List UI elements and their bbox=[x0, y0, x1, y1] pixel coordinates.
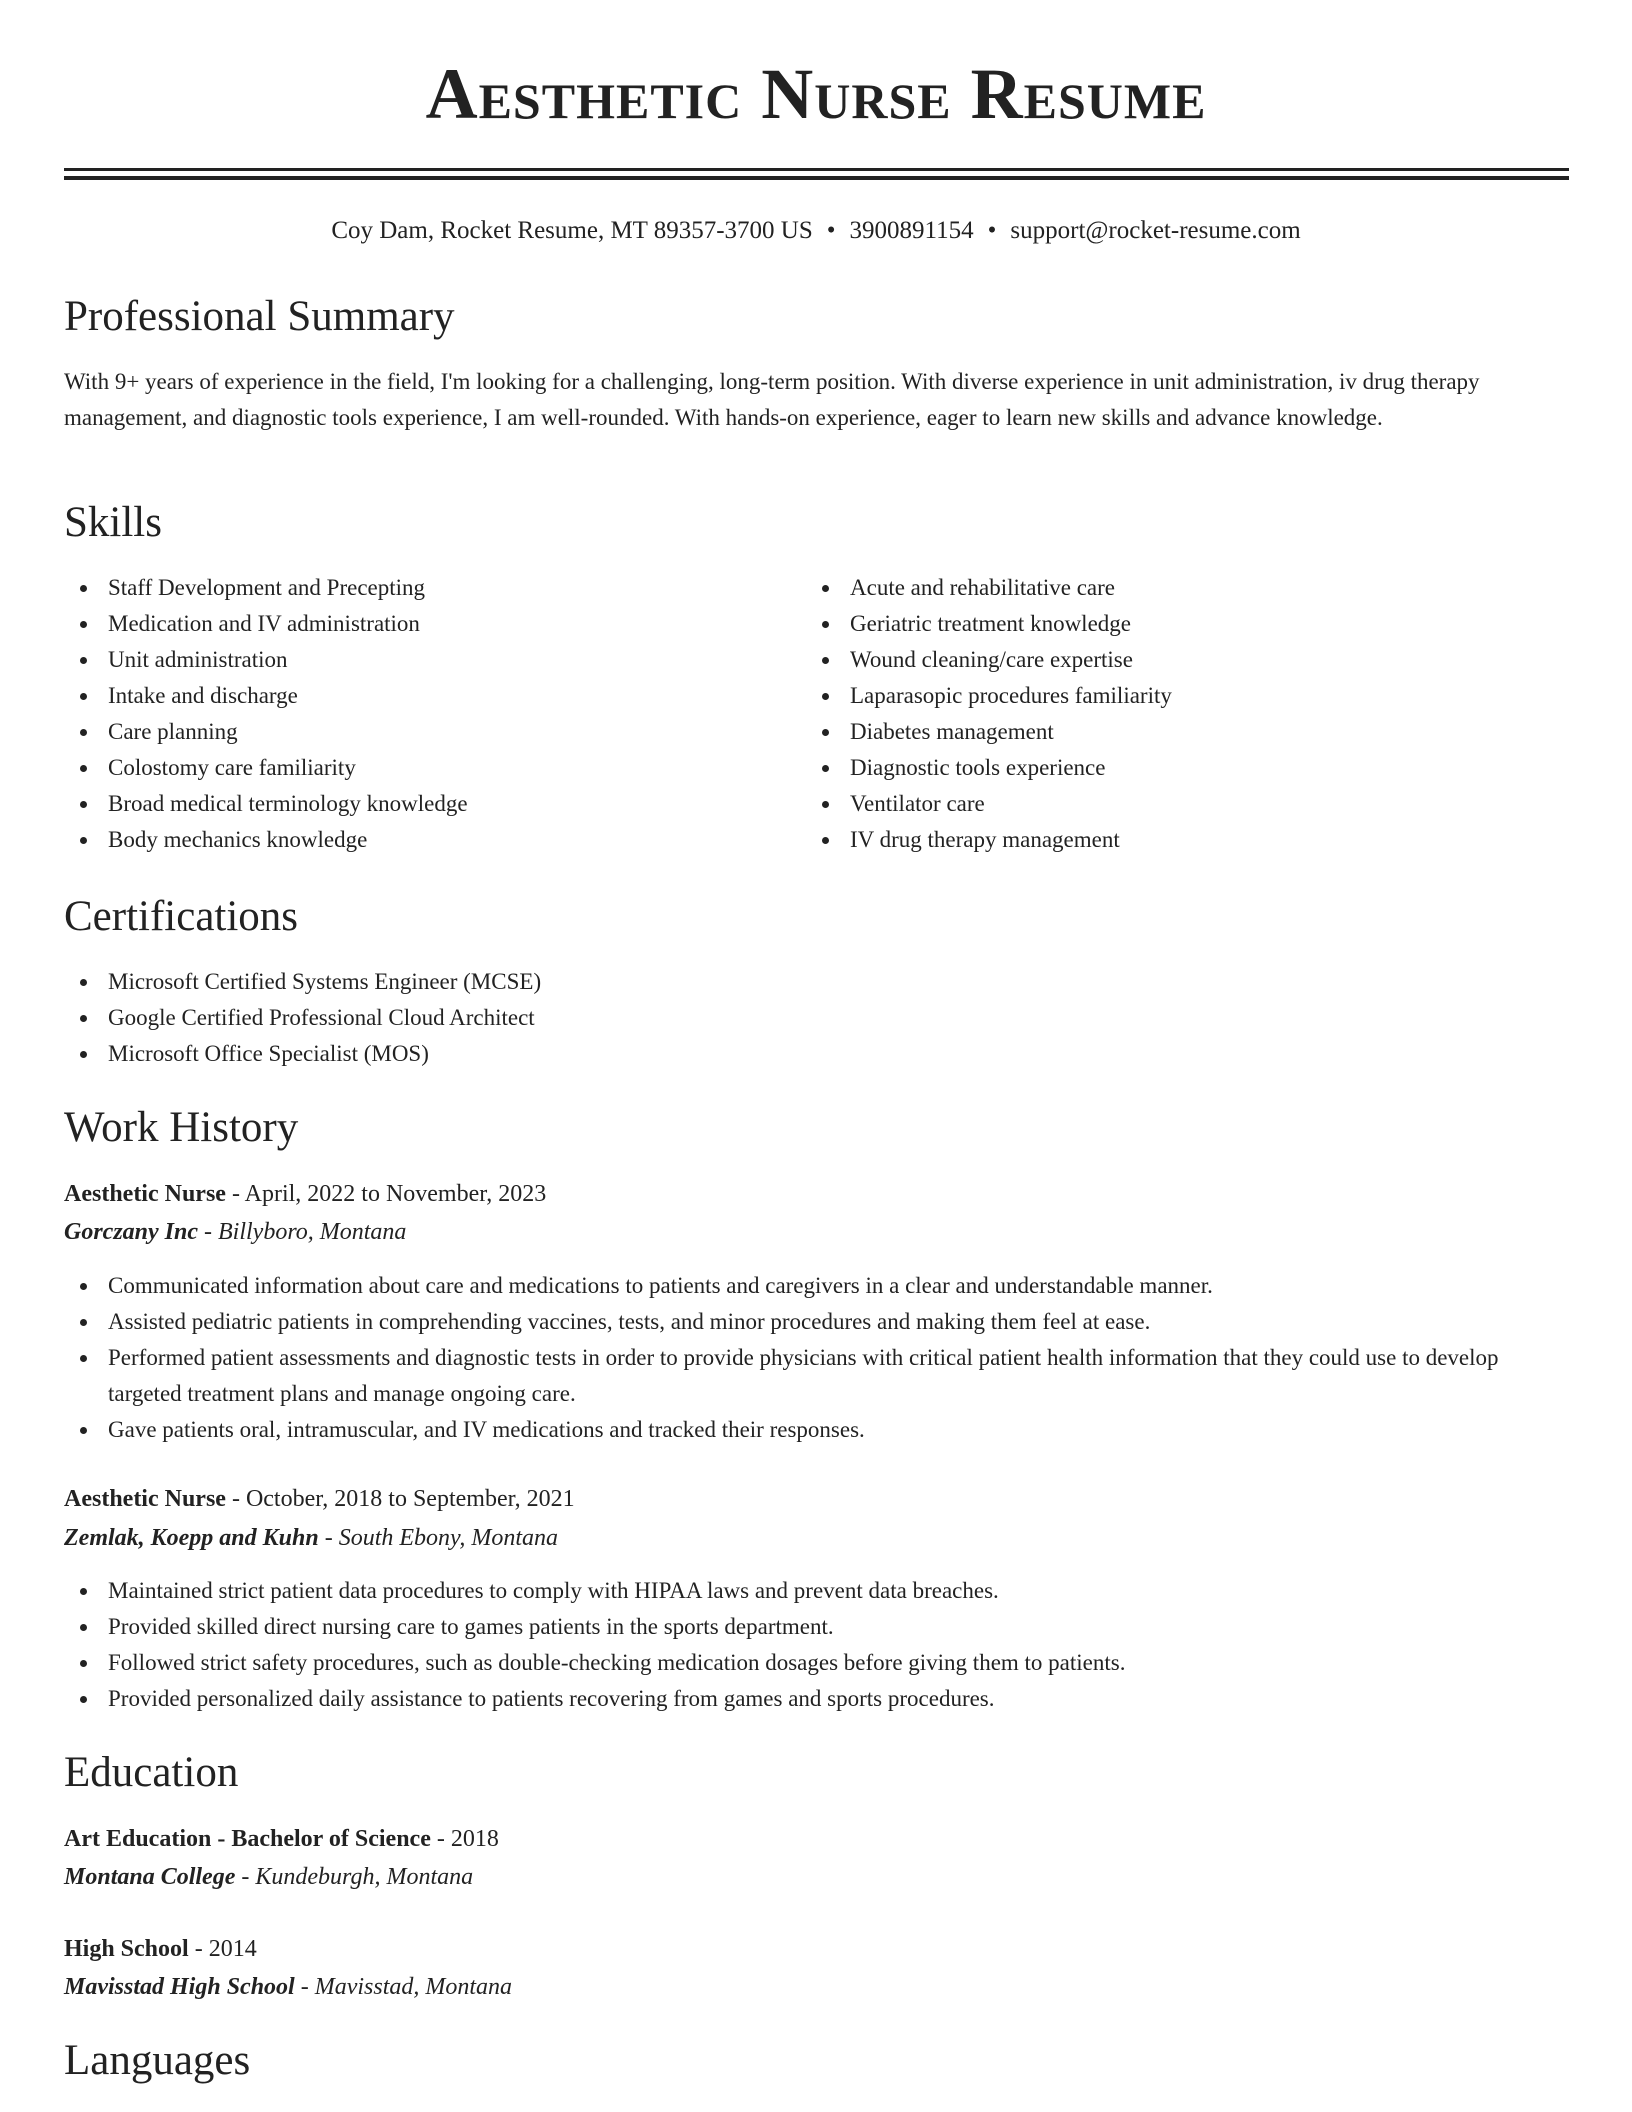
skill-item: Unit administration bbox=[64, 642, 764, 678]
job-title-line bbox=[64, 1175, 546, 1213]
job-dates: - April, 2022 to November, 2023 bbox=[225, 1181, 547, 1207]
job-bullets bbox=[64, 1573, 1569, 1717]
skill-item: Wound cleaning/care expertise bbox=[806, 642, 1506, 678]
job-title: Aesthetic Nurse bbox=[64, 1181, 226, 1207]
skill-item: Body mechanics knowledge bbox=[64, 822, 764, 858]
job-title-line bbox=[64, 1480, 575, 1518]
contact-email: support@rocket-resume.com bbox=[1010, 217, 1301, 244]
education-school-line bbox=[64, 1858, 473, 1896]
job-company-line bbox=[64, 1213, 406, 1251]
contact-separator: • bbox=[826, 217, 836, 244]
certifications-heading: Certifications bbox=[64, 893, 299, 940]
job-company: Zemlak, Koepp and Kuhn bbox=[64, 1525, 319, 1551]
contact-line bbox=[0, 216, 1632, 246]
education-year: - 2014 bbox=[188, 1936, 257, 1962]
education-location: - Mavisstad, Montana bbox=[294, 1974, 513, 2000]
certification-item: Google Certified Professional Cloud Architect bbox=[64, 1000, 1569, 1036]
education-degree: High School bbox=[64, 1936, 189, 1962]
job-dates: - October, 2018 to September, 2021 bbox=[225, 1486, 575, 1512]
job-bullet: Followed strict safety procedures, such as double-checking medication dosages before giving them to patients. bbox=[64, 1645, 1569, 1681]
skill-item: Colostomy care familiarity bbox=[64, 750, 764, 786]
skills-heading: Skills bbox=[64, 499, 162, 546]
job-bullet: Provided personalized daily assistance to patients recovering from games and sports procedures. bbox=[64, 1681, 1569, 1717]
job-title: Aesthetic Nurse bbox=[64, 1486, 226, 1512]
summary-heading: Professional Summary bbox=[64, 293, 455, 340]
job-bullet: Gave patients oral, intramuscular, and IV medications and tracked their responses. bbox=[64, 1412, 1569, 1448]
title-divider-top bbox=[64, 168, 1569, 171]
contact-address: Coy Dam, Rocket Resume, MT 89357-3700 US bbox=[331, 217, 813, 244]
contact-phone: 3900891154 bbox=[849, 217, 974, 244]
job-bullet: Assisted pediatric patients in comprehending vaccines, tests, and minor procedures and making them feel at ease. bbox=[64, 1304, 1569, 1340]
resume-title: Aesthetic Nurse Resume bbox=[425, 54, 1207, 134]
education-year: - 2018 bbox=[430, 1826, 499, 1852]
education-school-line bbox=[64, 1968, 512, 2006]
certification-item: Microsoft Certified Systems Engineer (MCSE) bbox=[64, 964, 1569, 1000]
skills-list-left bbox=[64, 570, 764, 858]
summary-text: With 9+ years of experience in the field, I'm looking for a challenging, long-term position. With diverse experience in unit administration, iv drug therapy management, and diagnostic tools experience, I am well-rounded. With hands-on experience, eager to learn new skills and advance knowledge. bbox=[64, 369, 1480, 430]
job-bullet: Communicated information about care and medications to patients and caregivers in a clear and understandable manner. bbox=[64, 1268, 1569, 1304]
job-bullet: Performed patient assessments and diagnostic tests in order to provide physicians with critical patient health information that they could use to develop targeted treatment plans and manage ongoing care. bbox=[64, 1340, 1569, 1412]
skill-item: Diagnostic tools experience bbox=[806, 750, 1506, 786]
skill-item: Medication and IV administration bbox=[64, 606, 764, 642]
skill-item: Laparasopic procedures familiarity bbox=[806, 678, 1506, 714]
skill-item: Broad medical terminology knowledge bbox=[64, 786, 764, 822]
certification-item: Microsoft Office Specialist (MOS) bbox=[64, 1036, 1569, 1072]
skill-item: Staff Development and Precepting bbox=[64, 570, 764, 606]
job-bullet: Provided skilled direct nursing care to games patients in the sports department. bbox=[64, 1609, 1569, 1645]
education-school: Montana College bbox=[64, 1864, 236, 1890]
title-divider-bottom bbox=[64, 176, 1569, 180]
job-bullets bbox=[64, 1268, 1569, 1448]
education-school: Mavisstad High School bbox=[64, 1974, 295, 2000]
education-heading: Education bbox=[64, 1749, 239, 1796]
education-degree: Art Education - Bachelor of Science bbox=[64, 1826, 431, 1852]
job-company-line bbox=[64, 1519, 558, 1557]
education-degree-line bbox=[64, 1930, 257, 1968]
education-degree-line bbox=[64, 1820, 499, 1858]
skill-item: Intake and discharge bbox=[64, 678, 764, 714]
contact-separator: • bbox=[987, 217, 997, 244]
education-location: - Kundeburgh, Montana bbox=[235, 1864, 474, 1890]
work-history-heading: Work History bbox=[64, 1104, 299, 1151]
skill-item: Diabetes management bbox=[806, 714, 1506, 750]
languages-heading: Languages bbox=[64, 2037, 251, 2084]
skill-item: Acute and rehabilitative care bbox=[806, 570, 1506, 606]
job-location: - Billyboro, Montana bbox=[198, 1219, 407, 1245]
skill-item: Care planning bbox=[64, 714, 764, 750]
skill-item: Ventilator care bbox=[806, 786, 1506, 822]
skill-item: Geriatric treatment knowledge bbox=[806, 606, 1506, 642]
skills-list-right bbox=[806, 570, 1506, 858]
job-location: - South Ebony, Montana bbox=[318, 1525, 559, 1551]
certifications-list bbox=[64, 964, 1569, 1072]
job-bullet: Maintained strict patient data procedures to comply with HIPAA laws and prevent data breaches. bbox=[64, 1573, 1569, 1609]
job-company: Gorczany Inc bbox=[64, 1219, 199, 1245]
skill-item: IV drug therapy management bbox=[806, 822, 1506, 858]
